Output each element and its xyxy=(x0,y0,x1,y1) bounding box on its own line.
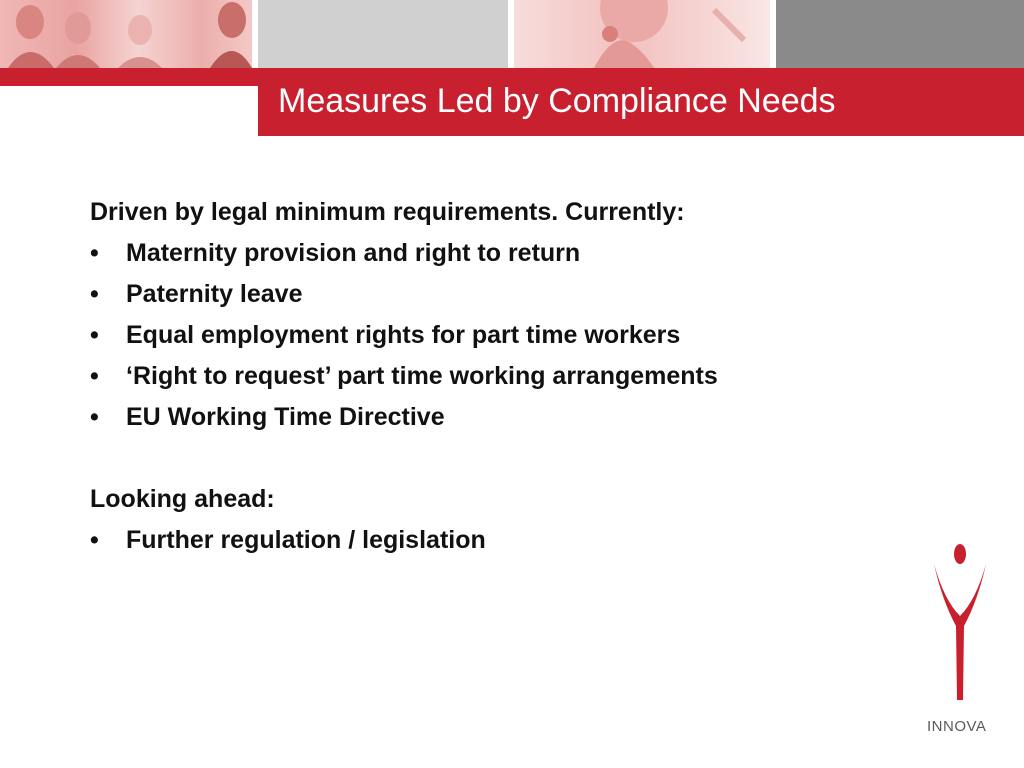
header-photo-people xyxy=(0,0,252,68)
list-item xyxy=(90,233,950,274)
bullet-icon: • xyxy=(90,403,99,431)
list-item xyxy=(90,397,950,438)
slide-title: Measures Led by Compliance Needs xyxy=(278,82,836,120)
list-item-text: Further regulation / legislation xyxy=(126,526,486,554)
bullet-icon: • xyxy=(90,280,99,308)
header-photo-figure xyxy=(514,0,770,68)
list-item-text: Paternity leave xyxy=(126,280,303,308)
header-banner xyxy=(0,0,1024,136)
intro-text: Driven by legal minimum requirements. Currently: xyxy=(90,198,685,226)
list-item-text: Maternity provision and right to return xyxy=(126,239,581,267)
innova-logo-text: INNOVA xyxy=(927,718,987,735)
list-item xyxy=(90,274,950,315)
header-photo-dark-grey xyxy=(776,0,1024,68)
bullet-icon: • xyxy=(90,526,99,554)
section-spacer xyxy=(90,438,950,479)
list-item-text: ‘Right to request’ part time working arrangements xyxy=(126,362,718,390)
list-item xyxy=(90,356,950,397)
bullet-icon: • xyxy=(90,362,99,390)
bullet-icon: • xyxy=(90,239,99,267)
figure-photo-graphic xyxy=(514,0,770,68)
innova-figure-icon xyxy=(920,540,1000,740)
section-heading: Looking ahead: xyxy=(90,485,275,513)
list-item-text: Equal employment rights for part time workers xyxy=(126,321,681,349)
title-box xyxy=(258,68,1024,136)
people-photo-graphic xyxy=(0,0,252,68)
bullet-icon: • xyxy=(90,321,99,349)
slide-body xyxy=(90,192,950,561)
list-item xyxy=(90,520,950,561)
list-item xyxy=(90,315,950,356)
list-item-text: EU Working Time Directive xyxy=(126,403,445,431)
header-photo-grey xyxy=(258,0,508,68)
